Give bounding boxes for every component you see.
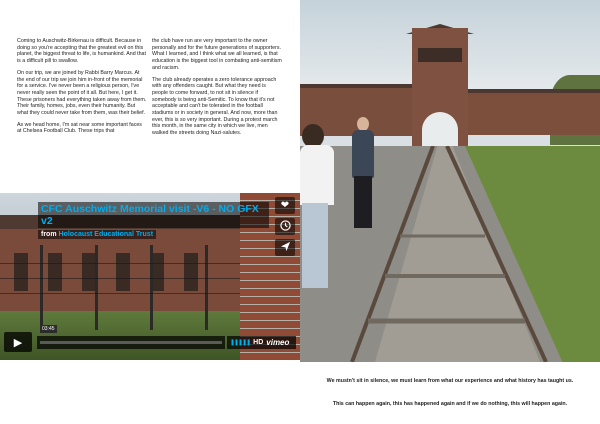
photo-person <box>357 117 369 131</box>
clock-icon <box>280 220 291 234</box>
video-controls <box>4 326 296 353</box>
share-icon <box>280 241 291 255</box>
video-byline-label: from <box>41 231 57 238</box>
photo-person <box>352 130 374 178</box>
photo-building-wing <box>468 93 600 135</box>
rail <box>447 146 546 362</box>
video-settings <box>227 336 296 349</box>
paragraph: Coming to Auschwitz-Birkenau is difficult. Because in doing so you're accepting that the greatest evil on this planet, the biggest threat to life, is humankind. And that is a difficult pill to swallow. <box>17 38 146 65</box>
play-button[interactable] <box>4 332 32 352</box>
paragraph: The club already operates a zero tolerance approach with any offenders caught. But what they need is people to come forward, to not sit in silence if somebody is being anti-Semitic. To know that it's not acceptable and can't be tolerated in the football stadiums or in society in general. And now, more than ever, this is so very important. During a protest march this month, in the same city in which we live, men walked the streets doing Nazi-salutes. <box>152 76 278 137</box>
like-button[interactable] <box>275 197 295 214</box>
article-column-right <box>152 38 282 142</box>
photo-gate-arch <box>422 112 458 148</box>
video-player[interactable] <box>0 193 300 360</box>
photo-person <box>302 203 328 288</box>
video-frame-window <box>82 253 96 291</box>
video-frame-wire <box>0 293 250 294</box>
play-icon: ▶ <box>13 336 23 349</box>
video-byline <box>38 230 156 239</box>
video-title[interactable]: CFC Auschwitz Memorial visit -V6 - NO GFX v2 <box>38 202 269 228</box>
video-frame-fence-post <box>40 245 43 330</box>
video-byline-org[interactable]: Holocaust Educational Trust <box>58 231 154 238</box>
photo-entrance-gate <box>300 0 600 362</box>
volume-icon[interactable]: ❚❚❚❚❚ <box>230 340 251 346</box>
pull-quote: We mustn't sit in silence, we must learn from what our experience and what history has taught us. <box>326 378 574 384</box>
video-frame-window <box>116 253 130 291</box>
heart-icon: ❤ <box>280 200 290 211</box>
photo-tower-windows <box>418 48 462 62</box>
video-frame-fence-post <box>150 245 153 330</box>
hd-toggle[interactable]: HD <box>253 339 264 346</box>
video-frame-window <box>184 253 198 291</box>
paragraph: As we head home, I'm sat near some important faces at Chelsea Football Club. These trips that <box>17 121 142 135</box>
video-progress-bar[interactable] <box>37 336 225 349</box>
photo-person <box>354 176 372 228</box>
video-frame-wire <box>0 263 250 264</box>
video-timecode: 03:45 <box>42 326 55 332</box>
photo-person <box>300 145 334 205</box>
video-frame-window <box>14 253 28 291</box>
share-button[interactable] <box>275 239 295 256</box>
video-frame-window <box>48 253 62 291</box>
watch-later-button[interactable] <box>275 218 295 235</box>
progress-track <box>40 341 222 344</box>
photo-railway-tracks <box>300 146 600 362</box>
video-frame-wire <box>0 278 250 279</box>
paragraph: the club have run are very important to the owner personally and for the future generations of supporters. What I learned, and I think what we all learned, is that education is the biggest tool in combating anti-semitism and racism. <box>152 38 282 71</box>
video-frame-fence-post <box>95 245 98 330</box>
video-frame-fence-post <box>205 245 208 330</box>
pull-quote: This can happen again, this has happened again and if we do nothing, this will happen again. <box>332 401 568 407</box>
vimeo-logo[interactable]: vimeo <box>266 338 290 347</box>
paragraph: On our trip, we are joined by Rabbi Barry Marcus. At the end of our trip we join him in-front of the memorial for a service. I've never been a religious person, I've never really seen the point of it all. But here, I get it. These prisoners had everything taken away from them. Their family, homes, jobs, even their humanity. But what they could never take from them, was their belief. <box>17 69 147 117</box>
article-column-left <box>17 38 147 140</box>
